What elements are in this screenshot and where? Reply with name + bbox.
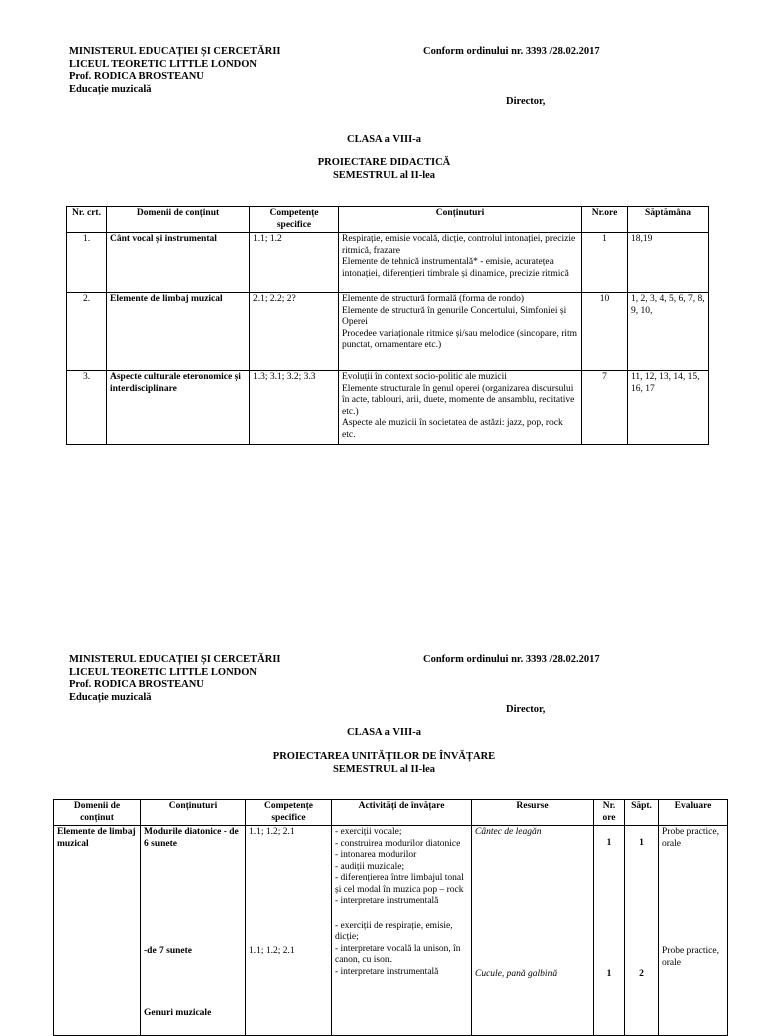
document-title: PROIECTARE DIDACTICĂ (317, 157, 451, 168)
row-hours: 1 (582, 233, 628, 293)
learning-units-table (53, 799, 728, 1036)
subject-name: Educație muzicală (69, 691, 152, 703)
header-cell: Săpt. (625, 800, 659, 826)
row-competences (246, 826, 332, 1036)
document-title: PROIECTAREA UNITĂȚILOR DE ÎNVĂȚARE (272, 751, 496, 762)
content-line: Elemente de structură formală (forma de rondo) (342, 294, 525, 304)
ministry-name: MINISTERUL EDUCAȚIEI ȘI CERCETĂRII (69, 46, 281, 57)
content-line: Aspecte ale muzicii în societatea de astăzi: jazz, pop, rock etc. (342, 418, 563, 440)
activity-line: - interpretare vocală la unison, în canon, cu ison. (335, 943, 461, 965)
unit-resource: Cucule, pană galbină (475, 968, 558, 979)
header-cell: Nr. crt. (67, 207, 107, 233)
planning-table (66, 206, 709, 445)
content-line: Procedee variaționale ritmice și/sau melodice (sincopare, ritm punctat, ornamentare etc.) (342, 328, 578, 350)
header-left (69, 46, 281, 96)
row-number: 3. (67, 371, 107, 445)
row-domain: Elemente de limbaj muzical (54, 826, 141, 1036)
header-cell: Evaluare (659, 800, 728, 826)
activity-line: - exerciții vocale; (335, 827, 402, 837)
unit-evaluation: Probe practice, orale (662, 946, 719, 968)
table-row (67, 293, 709, 371)
unit-content: Genuri muzicale (144, 1007, 212, 1018)
row-contents (339, 371, 582, 445)
row-competences: 1.1; 1.2 (250, 233, 339, 293)
content-line: Elemente de structură în genurile Concertului, Simfoniei și Operei (342, 305, 567, 327)
row-weeks: 18,19 (628, 233, 709, 293)
row-hours: 10 (582, 293, 628, 371)
header-cell: Domenii de conținut (54, 800, 141, 826)
header-left (69, 654, 281, 704)
school-name: LICEUL TEORETIC LITTLE LONDON (69, 666, 257, 678)
semester-title: SEMESTRUL al II-lea (332, 764, 436, 775)
director-label: Director, (506, 96, 546, 107)
header-cell: Conținuturi (339, 207, 582, 233)
activity-line: - exerciții de respirație, emisie, dicție; (335, 920, 453, 942)
row-domain: Elemente de limbaj muzical (107, 293, 250, 371)
activity-line: - intonarea modurilor (335, 850, 417, 860)
class-title: CLASA a VIII-a (347, 134, 421, 145)
activity-line: - interpretare instrumentală (335, 966, 439, 977)
row-competences: 2.1; 2.2; 2? (250, 293, 339, 371)
header-cell: Activități de învățare (332, 800, 472, 826)
unit-evaluation: Probe practice, orale (662, 827, 719, 849)
row-hours: 7 (582, 371, 628, 445)
header-cell: Domenii de conținut (107, 207, 250, 233)
unit-resource: Cântec de leagăn (475, 827, 542, 837)
table-row (54, 826, 728, 1036)
unit-content: Modurile diatonice - de 6 sunete (144, 827, 239, 849)
content-line: Evoluții în context socio-politic ale muzicii (342, 372, 507, 382)
row-number: 2. (67, 293, 107, 371)
row-domain: Aspecte culturale eteronomice și interdisciplinare (107, 371, 250, 445)
row-weeks: 1, 2, 3, 4, 5, 6, 7, 8, 9, 10, (628, 293, 709, 371)
row-resources (472, 826, 594, 1036)
header-cell: Conținuturi (141, 800, 246, 826)
row-contents (339, 233, 582, 293)
order-reference: Conform ordinului nr. 3393 /28.02.2017 (423, 654, 600, 665)
row-activities (332, 826, 472, 1036)
activity-line: - construirea modurilor diatonice (335, 838, 461, 849)
table-header-row (54, 800, 728, 826)
activity-line: - audiții muzicale; (335, 861, 405, 872)
row-evaluation (659, 826, 728, 1036)
school-name: LICEUL TEORETIC LITTLE LONDON (69, 58, 257, 70)
row-weeks: 11, 12, 13, 14, 15, 16, 17 (628, 371, 709, 445)
unit-competences: 1.1; 1.2; 2.1 (249, 827, 295, 837)
unit-content: -de 7 sunete (144, 946, 193, 956)
header-cell: Nr. ore (594, 800, 625, 826)
teacher-name: Prof. RODICA BROSTEANU (69, 679, 204, 690)
header-cell: Resurse (472, 800, 594, 826)
content-line: Elemente structurale în genul operei (organizarea discursului în acte, tablouri, arii, duete, momente de ansamblu, recitative etc.) (342, 383, 575, 417)
table-row (67, 233, 709, 293)
row-contents (339, 293, 582, 371)
row-contents (141, 826, 246, 1036)
row-domain: Cânt vocal și instrumental (107, 233, 250, 293)
unit-hours: 1 (606, 838, 612, 848)
ministry-name: MINISTERUL EDUCAȚIEI ȘI CERCETĂRII (69, 654, 281, 665)
class-title: CLASA a VIII-a (347, 727, 421, 738)
header-cell: Competențe specifice (246, 800, 332, 826)
teacher-name: Prof. RODICA BROSTEANU (69, 71, 204, 82)
unit-competences: 1.1; 1.2; 2.1 (249, 945, 295, 956)
header-cell: Nr.ore (582, 207, 628, 233)
activity-line: - interpretare instrumentală (335, 896, 439, 906)
header-cell: Săptămâna (628, 207, 709, 233)
director-label: Director, (506, 704, 546, 715)
unit-week: 1 (639, 838, 644, 848)
row-number: 1. (67, 233, 107, 293)
row-hours (594, 826, 625, 1036)
table-row (67, 371, 709, 445)
header-cell: Competențe specifice (250, 207, 339, 233)
row-week (625, 826, 659, 1036)
activity-line: - diferențierea între limbajul tonal și cel modal în muzica pop – rock (335, 873, 464, 895)
semester-title: SEMESTRUL al II-lea (332, 170, 436, 181)
content-line: Elemente de tehnică instrumentală* - emisie, acuratețea intonației, diferențieri timbrale și dinamice, precizie ritmică (342, 257, 569, 279)
order-reference: Conform ordinului nr. 3393 /28.02.2017 (423, 46, 600, 57)
content-line: Respirație, emisie vocală, dicție, controlul intonației, precizie ritmică, frazare (342, 234, 576, 256)
table-header-row (67, 207, 709, 233)
unit-week: 2 (639, 968, 644, 979)
unit-hours: 1 (606, 968, 612, 979)
row-competences: 1.3; 3.1; 3.2; 3.3 (250, 371, 339, 445)
subject-name: Educație muzicală (69, 83, 152, 95)
